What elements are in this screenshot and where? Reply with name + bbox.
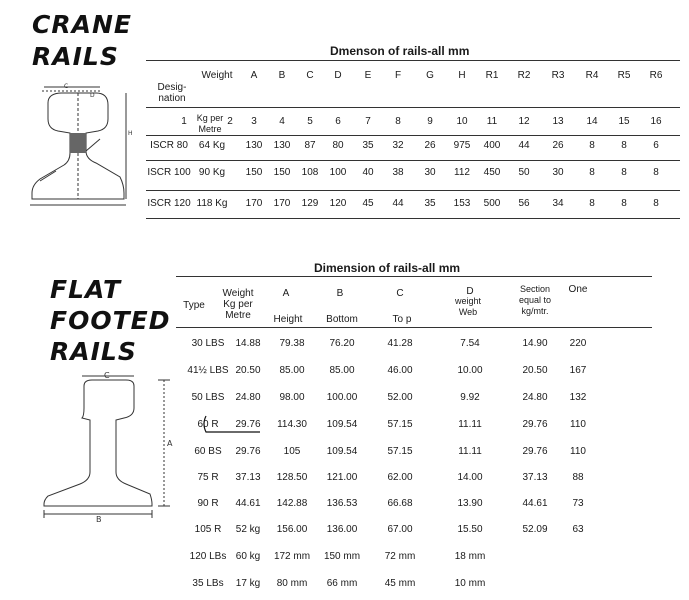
crane-row-value: 8 xyxy=(589,198,595,209)
crane-row-value: 130 xyxy=(245,140,263,151)
crane-row-value: 975 xyxy=(453,140,471,151)
crane-row-value: 32 xyxy=(392,140,404,151)
flat-footed-rails-title-line1: FLAT xyxy=(50,275,122,304)
crane-diagram-label-d: D xyxy=(90,92,95,99)
flat-row-section: 20.50 xyxy=(522,365,548,376)
flat-row-weight: 17 kg xyxy=(235,578,261,589)
flat-row-one: 220 xyxy=(569,338,587,349)
crane-row-value: 8 xyxy=(653,167,659,178)
crane-col-number-0: 1 xyxy=(181,116,187,127)
flat-diagram-label-c: C xyxy=(104,371,110,380)
crane-header-col-1: B xyxy=(278,70,286,81)
crane-row-value: 108 xyxy=(301,167,319,178)
crane-row-value: 130 xyxy=(273,140,291,151)
crane-row-value: 500 xyxy=(483,198,501,209)
flat-row-section: 29.76 xyxy=(522,446,548,457)
flat-row-weight: 60 kg xyxy=(235,551,261,562)
crane-header-col-9: R2 xyxy=(517,70,531,81)
flat-row-c: 57.15 xyxy=(387,419,413,430)
flat-rail-diagram xyxy=(38,372,178,532)
flat-row-b: 150 mm xyxy=(323,551,361,562)
crane-col-number-2: 3 xyxy=(251,116,257,127)
crane-col-number-1: 2 xyxy=(227,116,233,127)
crane-row-value: 400 xyxy=(483,140,501,151)
crane-col-number-7: 8 xyxy=(395,116,401,127)
crane-table-caption: Dmenson of rails-all mm xyxy=(330,44,470,58)
flat-table-caption: Dimension of rails-all mm xyxy=(314,261,461,275)
crane-row-value: 80 xyxy=(332,140,344,151)
flat-row-b: 136.00 xyxy=(326,524,358,535)
flat-row-d: 14.00 xyxy=(457,472,483,483)
crane-row-value: 34 xyxy=(552,198,564,209)
crane-row-value: 450 xyxy=(483,167,501,178)
flat-diagram-label-a: A xyxy=(167,439,173,448)
flat-header-type: Type xyxy=(183,300,205,311)
flat-row-one: 73 xyxy=(572,498,584,509)
crane-col-number-14: 15 xyxy=(618,116,630,127)
flat-row-section: 37.13 xyxy=(522,472,548,483)
crane-row-value: 170 xyxy=(245,198,263,209)
flat-row-d: 10 mm xyxy=(454,578,486,589)
flat-row-weight: 29.76 xyxy=(235,446,261,457)
flat-row-one: 88 xyxy=(572,472,584,483)
crane-header-col-7: H xyxy=(458,70,466,81)
flat-row-type: 60 BS xyxy=(194,446,222,457)
flat-row-type: 41½ LBS xyxy=(187,365,229,376)
crane-row-value: 129 xyxy=(301,198,319,209)
flat-row-d: 15.50 xyxy=(457,524,483,535)
flat-row-b: 66 mm xyxy=(326,578,358,589)
flat-row-c: 41.28 xyxy=(387,338,413,349)
flat-row-a: 128.50 xyxy=(276,472,308,483)
crane-col-number-6: 7 xyxy=(365,116,371,127)
crane-header-designation: Desig- nation xyxy=(157,82,187,104)
crane-row-value: 26 xyxy=(424,140,436,151)
flat-row-weight: 24.80 xyxy=(235,392,261,403)
flat-row-d: 10.00 xyxy=(457,365,483,376)
flat-row-a: 142.88 xyxy=(276,498,308,509)
flat-row-d: 7.54 xyxy=(460,338,480,349)
crane-row-value: 8 xyxy=(621,167,627,178)
flat-row-section: 44.61 xyxy=(522,498,548,509)
handwritten-bracket-mark xyxy=(202,414,262,434)
flat-row-one: 110 xyxy=(570,419,586,430)
crane-col-number-10: 11 xyxy=(486,116,498,127)
crane-row-value: 50 xyxy=(518,167,530,178)
flat-row-section: 24.80 xyxy=(522,392,548,403)
flat-row-a: 172 mm xyxy=(273,551,311,562)
flat-row-b: 85.00 xyxy=(329,365,355,376)
crane-header-col-5: F xyxy=(394,70,402,81)
crane-header-col-4: E xyxy=(364,70,372,81)
flat-row-b: 121.00 xyxy=(326,472,358,483)
crane-header-weight-unit: Kg per Metre xyxy=(196,113,224,134)
flat-row-type: 35 LBs xyxy=(192,578,224,589)
flat-diagram-label-b: B xyxy=(96,515,102,524)
crane-row-value: 30 xyxy=(424,167,436,178)
flat-row-d: 11.11 xyxy=(458,446,482,457)
crane-row-designation: ISCR 120 xyxy=(147,198,191,209)
crane-col-number-12: 13 xyxy=(552,116,564,127)
flat-row-type: 90 R xyxy=(197,498,219,509)
flat-row-d: 11.11 xyxy=(458,419,482,430)
flat-row-c: 62.00 xyxy=(387,472,413,483)
crane-header-col-6: G xyxy=(426,70,434,81)
flat-row-c: 67.00 xyxy=(387,524,413,535)
crane-row-value: 170 xyxy=(273,198,291,209)
flat-header-weight: Weight Kg per Metre xyxy=(222,288,254,321)
crane-row-value: 150 xyxy=(273,167,291,178)
flat-row-weight: 14.88 xyxy=(235,338,261,349)
flat-row-section: 14.90 xyxy=(522,338,548,349)
crane-rails-title-line1: CRANE xyxy=(32,10,132,39)
crane-row-value: 153 xyxy=(453,198,471,209)
flat-header-c: C xyxy=(396,288,404,299)
flat-header-d-sub: weight Web xyxy=(454,296,482,317)
crane-row-value: 87 xyxy=(304,140,316,151)
flat-row-type: 120 LBs xyxy=(189,551,227,562)
crane-rails-title-line2: RAILS xyxy=(32,42,119,71)
crane-row-value: 40 xyxy=(362,167,374,178)
crane-row-value: 6 xyxy=(653,140,659,151)
flat-row-section: 29.76 xyxy=(522,419,548,430)
flat-row-b: 100.00 xyxy=(326,392,358,403)
flat-header-a: A xyxy=(282,288,290,299)
flat-row-c: 52.00 xyxy=(387,392,413,403)
flat-row-type: 50 LBS xyxy=(191,392,225,403)
crane-row-value: 45 xyxy=(362,198,374,209)
crane-col-number-3: 4 xyxy=(279,116,285,127)
flat-row-b: 109.54 xyxy=(326,446,358,457)
flat-header-one: One xyxy=(568,284,588,295)
flat-row-weight: 52 kg xyxy=(235,524,261,535)
crane-row-value: 35 xyxy=(362,140,374,151)
flat-row-type: 105 R xyxy=(194,524,222,535)
flat-row-one: 167 xyxy=(569,365,587,376)
crane-row-value: 44 xyxy=(392,198,404,209)
crane-header-col-11: R4 xyxy=(585,70,599,81)
crane-col-number-11: 12 xyxy=(518,116,530,127)
crane-row-weight: 90 Kg xyxy=(198,167,226,178)
flat-row-section: 52.09 xyxy=(522,524,548,535)
flat-row-weight: 29.76 xyxy=(235,419,261,430)
flat-row-a: 156.00 xyxy=(276,524,308,535)
crane-row-value: 112 xyxy=(454,167,470,178)
flat-row-b: 136.53 xyxy=(326,498,358,509)
flat-row-weight: 37.13 xyxy=(235,472,261,483)
crane-row-value: 8 xyxy=(653,198,659,209)
flat-header-d: D xyxy=(466,286,474,297)
flat-header-b-sub: Bottom xyxy=(326,314,358,325)
crane-row-value: 35 xyxy=(424,198,436,209)
crane-row-value: 26 xyxy=(552,140,564,151)
crane-header-col-13: R6 xyxy=(649,70,663,81)
crane-row-value: 8 xyxy=(621,198,627,209)
crane-row-designation: ISCR 80 xyxy=(150,140,188,151)
crane-col-number-13: 14 xyxy=(586,116,598,127)
crane-row-weight: 64 Kg xyxy=(198,140,226,151)
flat-row-one: 132 xyxy=(569,392,587,403)
flat-header-a-sub: Height xyxy=(273,314,303,325)
crane-header-weight: Weight xyxy=(201,70,233,81)
crane-row-designation: ISCR 100 xyxy=(147,167,191,178)
crane-header-col-2: C xyxy=(306,70,314,81)
crane-header-col-3: D xyxy=(334,70,342,81)
crane-header-col-12: R5 xyxy=(617,70,631,81)
flat-row-b: 76.20 xyxy=(329,338,355,349)
crane-header-col-10: R3 xyxy=(551,70,565,81)
flat-row-type: 75 R xyxy=(197,472,219,483)
crane-row-value: 8 xyxy=(589,140,595,151)
flat-row-c: 66.68 xyxy=(387,498,413,509)
crane-row-value: 38 xyxy=(392,167,404,178)
crane-row-value: 30 xyxy=(552,167,564,178)
crane-col-number-4: 5 xyxy=(307,116,313,127)
flat-row-weight: 20.50 xyxy=(235,365,261,376)
crane-header-col-8: R1 xyxy=(485,70,499,81)
crane-row-value: 44 xyxy=(518,140,530,151)
crane-row-value: 56 xyxy=(518,198,530,209)
flat-row-a: 85.00 xyxy=(279,365,305,376)
flat-row-weight: 44.61 xyxy=(235,498,261,509)
flat-row-a: 79.38 xyxy=(279,338,305,349)
flat-header-b: B xyxy=(336,288,344,299)
flat-row-one: 110 xyxy=(570,446,586,457)
flat-row-b: 109.54 xyxy=(326,419,358,430)
flat-footed-rails-title-line3: RAILS xyxy=(50,337,137,366)
flat-row-a: 105 xyxy=(283,446,301,457)
crane-rail-diagram xyxy=(20,85,150,220)
flat-row-c: 45 mm xyxy=(384,578,416,589)
crane-col-number-9: 10 xyxy=(456,116,468,127)
flat-row-type: 60 R xyxy=(197,419,219,430)
flat-row-a: 114.30 xyxy=(277,419,307,430)
flat-row-c: 72 mm xyxy=(384,551,416,562)
crane-row-value: 8 xyxy=(589,167,595,178)
crane-row-value: 120 xyxy=(329,198,347,209)
flat-row-a: 98.00 xyxy=(279,392,305,403)
flat-row-d: 9.92 xyxy=(460,392,480,403)
crane-row-value: 8 xyxy=(621,140,627,151)
crane-col-number-8: 9 xyxy=(427,116,433,127)
crane-row-value: 150 xyxy=(245,167,263,178)
crane-row-value: 100 xyxy=(329,167,347,178)
crane-diagram-label-c: C xyxy=(64,83,69,90)
flat-row-d: 13.90 xyxy=(457,498,483,509)
crane-diagram-label-h: H xyxy=(128,130,133,137)
crane-col-number-5: 6 xyxy=(335,116,341,127)
crane-header-col-0: A xyxy=(250,70,258,81)
flat-row-c: 57.15 xyxy=(387,446,413,457)
crane-row-weight: 118 Kg xyxy=(196,198,228,209)
flat-row-c: 46.00 xyxy=(387,365,413,376)
flat-row-one: 63 xyxy=(572,524,584,535)
flat-header-c-sub: To p xyxy=(392,314,412,325)
flat-row-type: 30 LBS xyxy=(191,338,225,349)
crane-col-number-15: 16 xyxy=(650,116,662,127)
flat-footed-rails-title-line2: FOOTED xyxy=(50,306,171,335)
flat-header-section: Section equal to kg/mtr. xyxy=(518,284,552,316)
flat-row-d: 18 mm xyxy=(454,551,486,562)
flat-row-a: 80 mm xyxy=(276,578,308,589)
